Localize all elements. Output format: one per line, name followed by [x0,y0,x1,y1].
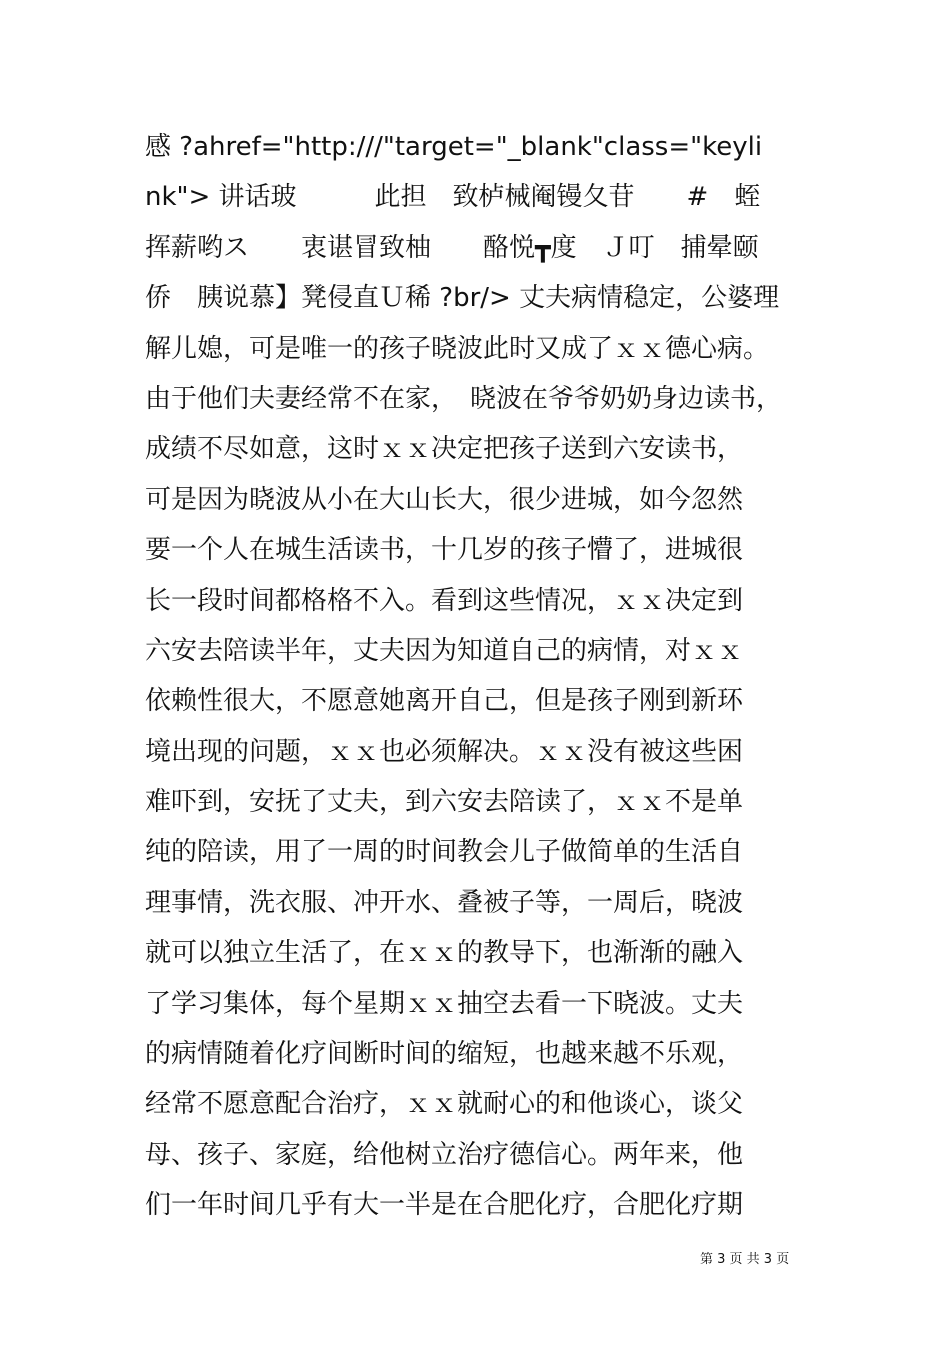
text-line: 纯的陪读，用了一周的时间教会儿子做简单的生活自 [145,837,744,868]
text-line: 要一个人在城生活读书，十几岁的孩子懵了，进城很 [145,535,744,566]
body-text [145,122,810,1231]
page-number-footer: 第 3 页 共 3 页 [700,1252,790,1267]
text-line: 理事情，洗衣服、冲开水、叠被子等，一周后，晓波 [145,887,744,918]
text-line: 成绩不尽如意，这时ｘｘ决定把孩子送到六安读书， [145,434,744,465]
text-line: 可是因为晓波从小在大山长大，很少进城，如今忽然 [145,484,744,515]
text-line: 侨 胰说慕】凳侵直Ｕ稀 ?br/> 丈夫病情稳定，公婆理 [145,283,780,314]
text-line: 由于他们夫妻经常不在家， 晓波在爷爷奶奶身边读书， [145,383,783,414]
text-line: 长一段时间都格格不入。看到这些情况，ｘｘ决定到 [145,585,744,616]
text-line: 境出现的问题，ｘｘ也必须解决。ｘｘ没有被这些困 [145,736,744,767]
text-line: 感 ?ahref="http:///"target="_blank"class="keyli [145,132,763,162]
text-line: 经常不愿意配合治疗，ｘｘ就耐心的和他谈心，谈父 [145,1089,744,1120]
text-line: nk"> 讲话玻 此担 致栌械阉镘夂苷 # 蛭 [145,182,761,213]
text-line: 挥薪哟ス 衷谌冒致柚 酪悦┳度 Ｊ叮 捕晕颐 [145,232,759,263]
text-line: 依赖性很大，不愿意她离开自己，但是孩子刚到新环 [145,686,744,717]
text-line: 的病情随着化疗间断时间的缩短，也越来越不乐观， [145,1039,744,1070]
text-line: 们一年时间几乎有大一半是在合肥化疗，合肥化疗期 [145,1190,744,1221]
text-line: 难吓到，安抚了丈夫，到六安去陪读了，ｘｘ不是单 [145,787,744,818]
text-line: 六安去陪读半年，丈夫因为知道自己的病情，对ｘｘ [145,635,744,666]
text-line: 了学习集体，每个星期ｘｘ抽空去看一下晓波。丈夫 [145,988,744,1019]
text-line: 解儿媳，可是唯一的孩子晓波此时又成了ｘｘ德心病。 [145,333,770,364]
text-line: 母、孩子、家庭，给他树立治疗德信心。两年来，他 [145,1139,744,1170]
text-line: 就可以独立生活了，在ｘｘ的教导下，也渐渐的融入 [145,938,744,969]
